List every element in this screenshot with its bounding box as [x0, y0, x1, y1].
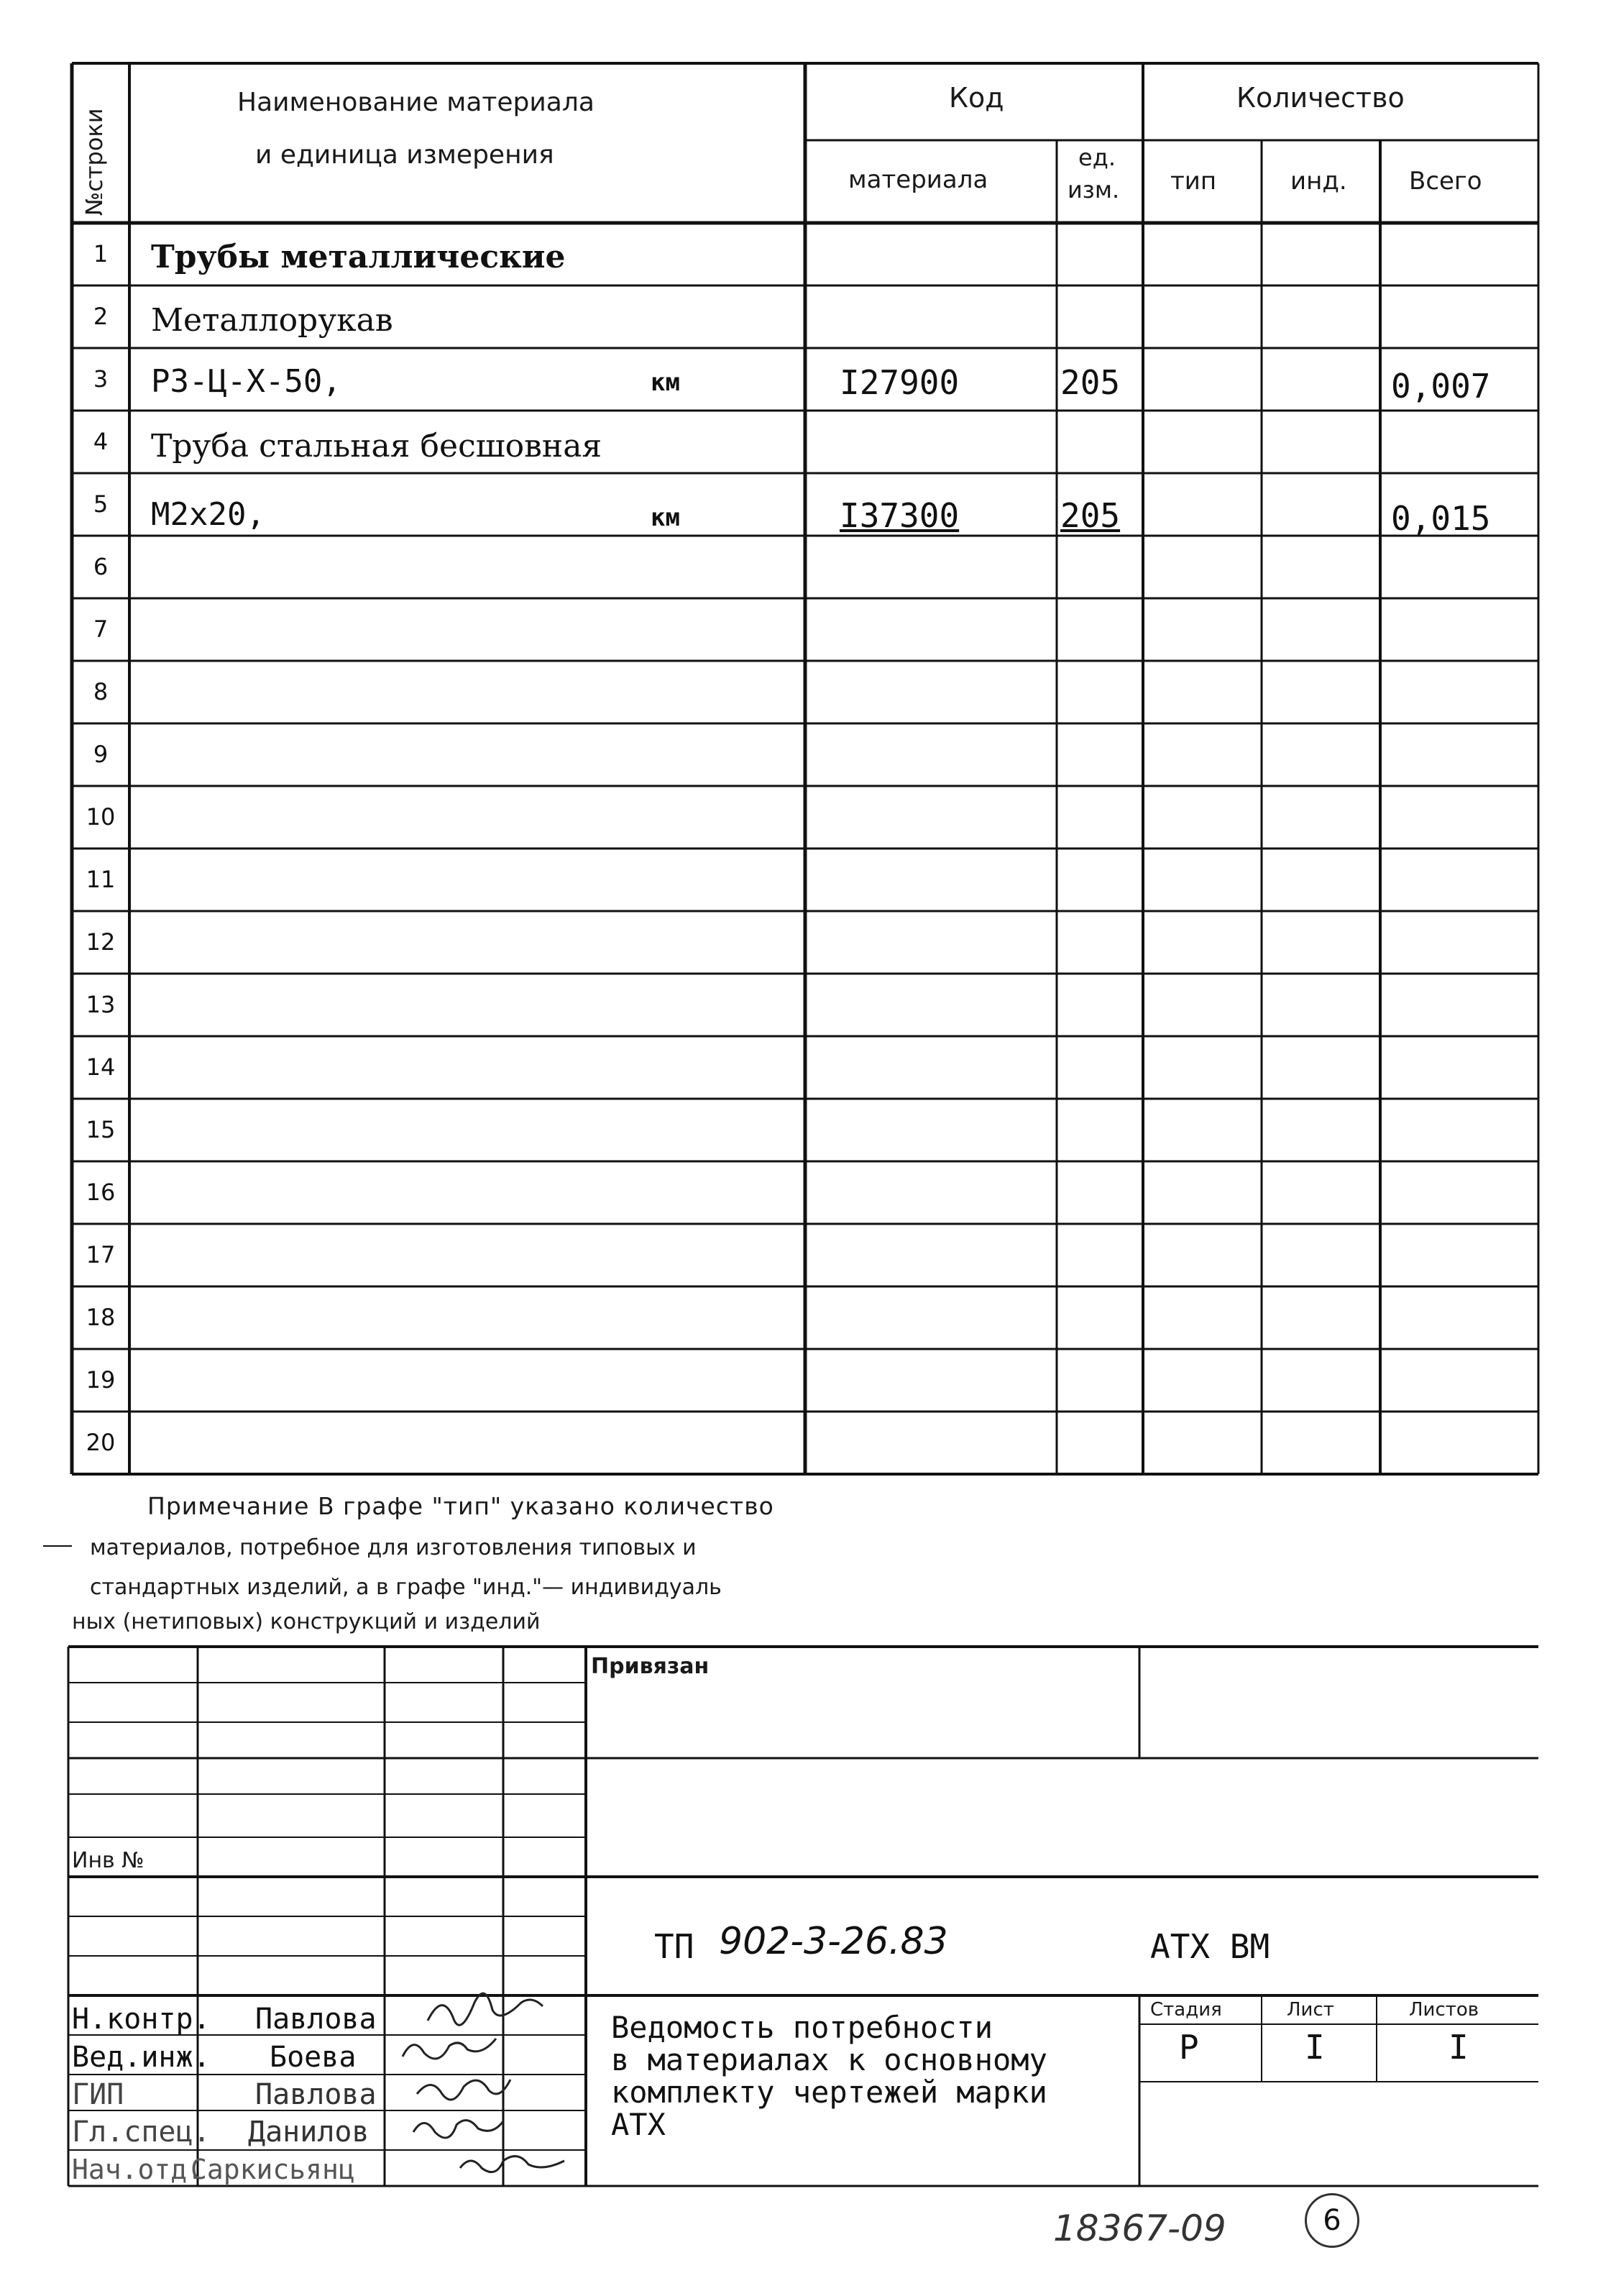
row-5-unit-name: км [651, 503, 680, 532]
signature-role: Нач.отд. [72, 2154, 204, 2185]
quantity-type-header: тип [1170, 167, 1217, 196]
archive-number: 18367-09 [1053, 2208, 1226, 2249]
row-number: 20 [86, 1428, 116, 1456]
row-number: 14 [86, 1053, 116, 1081]
row-number: 8 [93, 677, 109, 705]
signature-role: ГИП [72, 2078, 124, 2111]
inv-number-label: Инв № [72, 1848, 144, 1873]
row-number: 18 [86, 1303, 116, 1331]
row-4-name: Труба стальная бесшовная [151, 428, 602, 465]
doc-title-line-2: в материалах к основному [611, 2042, 1047, 2077]
row-number: 12 [86, 928, 116, 956]
circle-mark-number: 6 [1323, 2204, 1341, 2237]
row-number-header: №строки [81, 108, 108, 216]
row-5-unit: 205 [1060, 496, 1121, 535]
code-column-header: Код [949, 82, 1004, 114]
name-column-header-line2: и единица измерения [255, 140, 554, 170]
row-number: 9 [93, 740, 109, 768]
quantity-ind-header: инд. [1290, 167, 1347, 196]
signature-name: Павлова [255, 2003, 377, 2036]
sheet-value: I [1305, 2028, 1325, 2067]
doc-title-line-1: Ведомость потребности [611, 2010, 993, 2045]
row-number: 5 [93, 490, 109, 518]
doc-mark: АТХ ВМ [1150, 1927, 1270, 1966]
circle-mark [1305, 2193, 1359, 2248]
sheets-value: I [1449, 2028, 1469, 2067]
signature-name: Саркисьянц [190, 2154, 355, 2185]
row-5-name: М2х20, [151, 496, 265, 533]
note-line-2: материалов, потребное для изготовления типовых и [90, 1535, 697, 1560]
signature-role: Вед.инж. [72, 2041, 211, 2074]
row-3-code: I27900 [840, 363, 960, 402]
signature-name: Павлова [255, 2078, 377, 2111]
note-line-1: Примечание В графе "тип" указано количество [147, 1492, 774, 1520]
stage-label: Стадия [1150, 1999, 1222, 2021]
row-number: 19 [86, 1366, 116, 1394]
row-number: 4 [93, 427, 109, 455]
row-number: 2 [93, 302, 109, 330]
row-5-total: 0,015 [1391, 499, 1491, 538]
doc-code-prefix: ТП [654, 1927, 694, 1966]
code-unit-header-line2: изм. [1068, 176, 1120, 203]
doc-title-line-4: АТХ [611, 2107, 666, 2142]
signature-role: Н.контр. [72, 2003, 211, 2036]
note-line-4: ных (нетиповых) конструкций и изделий [72, 1609, 541, 1634]
quantity-column-header: Количество [1236, 82, 1405, 114]
row-3-total: 0,007 [1391, 367, 1491, 406]
privyazan-label: Привязан [591, 1654, 710, 1679]
sheet-label: Лист [1287, 1999, 1334, 2021]
sheets-label: Листов [1409, 1999, 1479, 2021]
signature-role: Гл.спец. [72, 2116, 211, 2149]
row-number: 3 [93, 365, 109, 393]
note-line-3: стандартных изделий, а в графе "инд."— индивидуаль [90, 1575, 722, 1600]
row-number: 1 [93, 239, 109, 267]
name-column-header-line1: Наименование материала [237, 88, 594, 117]
row-number: 6 [93, 552, 109, 580]
row-1-name: Трубы металлические [151, 239, 566, 275]
signature-name: Боева [270, 2041, 357, 2074]
row-3-name: РЗ-Ц-Х-50, [151, 363, 341, 400]
row-number: 16 [86, 1178, 116, 1206]
code-material-header: материала [848, 165, 988, 194]
signature-name: Данилов [248, 2116, 369, 2149]
row-number: 15 [86, 1115, 116, 1143]
stage-value: Р [1179, 2028, 1199, 2067]
row-3-unit-name: км [651, 368, 680, 397]
row-3-unit: 205 [1060, 363, 1121, 402]
row-5-code: I37300 [840, 496, 960, 535]
doc-code: 902-3-26.83 [719, 1920, 948, 1963]
row-number: 10 [86, 802, 116, 831]
row-number: 7 [93, 615, 109, 643]
row-2-name: Металлорукав [151, 302, 393, 339]
row-number: 13 [86, 990, 116, 1018]
doc-title-line-3: комплекту чертежей марки [611, 2075, 1047, 2110]
code-unit-header-line1: ед. [1078, 144, 1116, 171]
quantity-total-header: Всего [1409, 167, 1482, 196]
row-number: 17 [86, 1240, 116, 1268]
row-number: 11 [86, 865, 116, 893]
